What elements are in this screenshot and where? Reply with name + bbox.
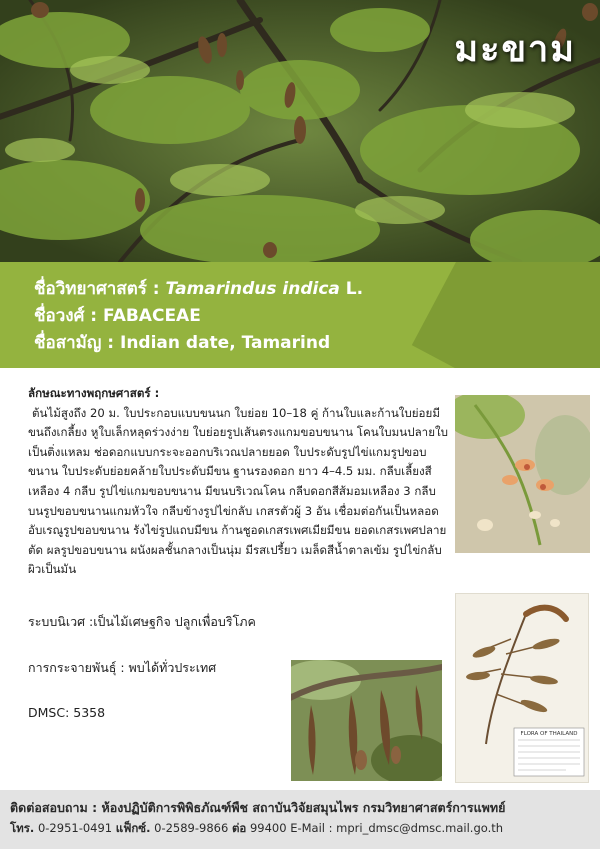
pods-photo (291, 660, 442, 781)
description-body: ต้นไม้สูงถึง 20 ม. ใบประกอบแบบขนนก ใบย่อย 10–18 คู่ ก้านใบและก้านใบย่อยมีขนถึงเกลี้ยง หูใบเล็กหลุดร่วงง่าย ใบย่อยรูปเส้นตรงแกมขอบขนาน โคนใบมนปลายใบเป็นติ่งแหลม ช่อดอกแบบกระจะออกบริเวณปลายยอด ใบประดับรูปไข่แกมรูปขอบขนาน ใบประดับย่อยคล้ายใบประดับมีขน ฐานรองดอก ยาว 4–4.5 มม. กลีบเลี้ยงสีเหลือง 4 กลีบ รูปไข่แกมขอบขนาน มีขนบริเวณโคน กลีบดอกสีส้มอมเหลือง 3 กลีบบนรูปขอบขนานแกมหัวใจ กลีบข้างรูปไข่กลับ เกสรตัวผู้ 3 อัน เชื่อมต่อกันเป็นหลอด อับเรณูรูปขอบขนาน รังไข่รูปแถบมีขน ก้านชูอดเกสรเพศเมียมีขน ยอดเกสรเพศปลายตัด ผลรูปขอบขนาน ผนังผลชั้นกลางเป็นนุ่ม มีรสเปรี้ยว เมล็ดสีน้ำตาลเข้ม รูปไข่กลับ ผิวเป็นมัน (28, 405, 449, 577)
flower-photo (455, 395, 590, 553)
ecology-text: ระบบนิเวศ :เป็นไม้เศษฐกิจ ปลูกเพื่อบริโภค (28, 614, 256, 629)
family-row (34, 303, 580, 330)
fax-label: แฟ็กซ์. (115, 821, 151, 835)
tel-label: โทร. (10, 821, 35, 835)
common-name: Indian date, Tamarind (120, 333, 331, 353)
hero-photo (0, 0, 600, 262)
distribution-text: การกระจายพันธุ์ : พบได้ทั่วประเทศ (28, 660, 217, 675)
common-name-row (34, 330, 580, 357)
scientific-name-row (34, 276, 580, 303)
names-band (0, 262, 600, 368)
fax-number: 0-2589-9866 (150, 821, 232, 835)
scientific-author: L. (339, 279, 364, 299)
tel-number: 0-2951-0491 (34, 821, 116, 835)
specimen-code: DMSC: 5358 (28, 705, 106, 720)
ext-email: 99400 E-Mail : mpri_dmsc@dmsc.mail.go.th (246, 821, 504, 835)
herbarium-specimen (455, 593, 589, 783)
scientific-name: Tamarindus indica (165, 279, 340, 299)
herbarium-label: FLORA OF THAILAND (520, 731, 578, 737)
family-name: FABACEAE (103, 306, 201, 326)
page-title: มะขาม (454, 29, 576, 70)
common-name-label: ชื่อสามัญ : (34, 333, 120, 353)
botanical-description (28, 384, 448, 580)
footer (0, 790, 600, 849)
contact-details (10, 820, 503, 838)
description-heading: ลักษณะทางพฤกษศาสตร์ : (28, 386, 160, 400)
scientific-name-label: ชื่อวิทยาศาสตร์ : (34, 279, 166, 299)
ext-label: ต่อ (231, 821, 247, 835)
family-label: ชื่อวงศ์ : (34, 306, 104, 326)
names-list (34, 276, 580, 357)
contact-text: ติดต่อสอบถาม : ห้องปฏิบัติการพิพิธภัณฑ์พืช สถาบันวิจัยสมุนไพร กรมวิทยาศาสตร์การแพทย์ (10, 800, 506, 815)
